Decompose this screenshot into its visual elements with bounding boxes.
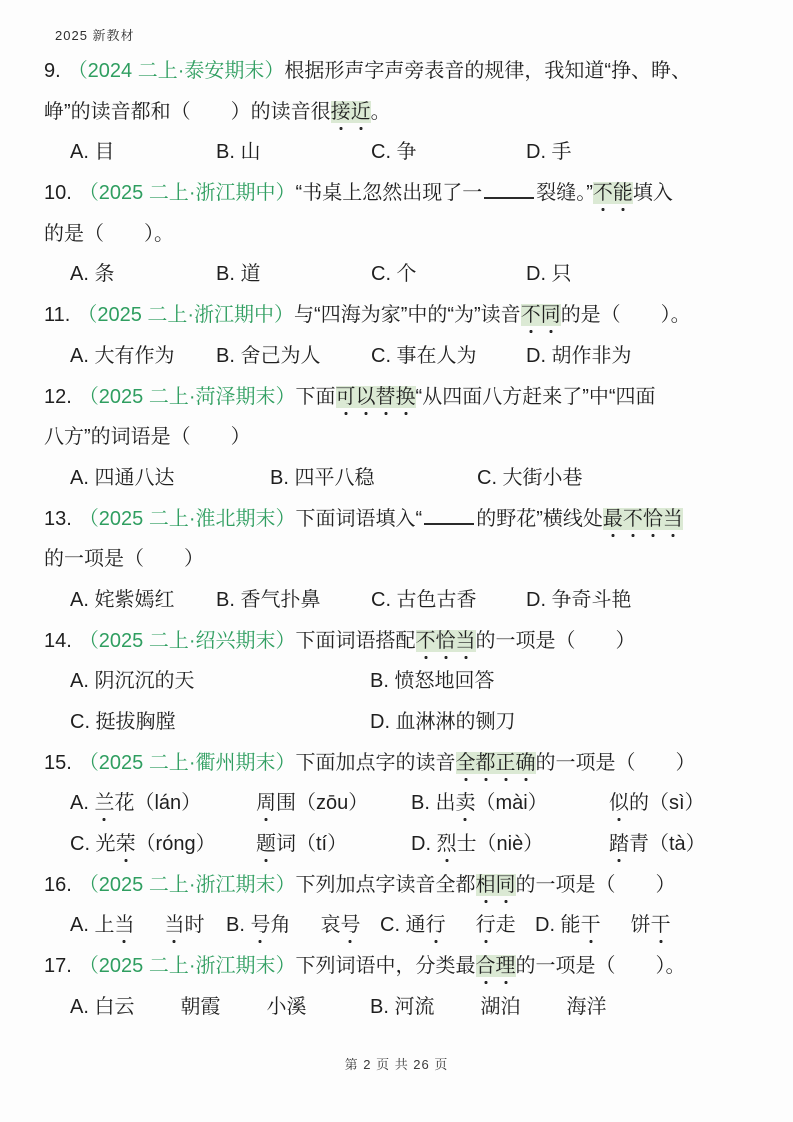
text-run: C. 光: [70, 833, 116, 856]
question-14-options-line: [44, 661, 765, 702]
text-run: 士（niè）: [456, 833, 544, 856]
text-run: 行: [426, 914, 446, 944]
text-run: B. 四平八稳: [270, 466, 375, 489]
text-run: 的一项是（ ）: [515, 873, 676, 896]
option-cell: [270, 458, 477, 499]
question-9-options-line: [44, 132, 765, 173]
text-run: 哀: [320, 914, 341, 937]
text-run: C. 通: [380, 914, 426, 937]
question-13-stem-line: [44, 539, 765, 580]
text-run: 踏: [609, 833, 629, 863]
text-run: 干: [651, 914, 671, 944]
text-run: 题: [256, 833, 276, 863]
text-run: B.: [226, 914, 251, 937]
text-run: B. 山: [216, 141, 261, 164]
option-cell: [609, 783, 765, 824]
option-cell: [70, 702, 370, 743]
text-run: C. 事在人为: [371, 344, 477, 367]
text-run: 的一项是（ ）: [44, 548, 204, 571]
option-cell: [70, 132, 216, 173]
question-13-stem-line: [44, 499, 765, 540]
exam-source: （2025 二上·菏泽期末）: [78, 385, 296, 408]
text-run: A. 大有作为: [70, 344, 175, 367]
question-10-options-line: [44, 254, 765, 295]
question-number: 11.: [44, 304, 71, 327]
text-run: 角: [270, 914, 291, 937]
text-run: D.: [411, 833, 437, 856]
option-cell: [526, 580, 765, 621]
blank-underline: [424, 518, 474, 525]
option-cell: [226, 905, 380, 946]
option-cell: [70, 254, 216, 295]
text-run: 下列词语中，分类最: [295, 955, 476, 978]
question-number: 16.: [44, 873, 72, 896]
question-number: 13.: [44, 507, 72, 530]
text-run: D. 只: [526, 263, 572, 286]
text-run: 饼: [630, 914, 651, 937]
option-cell: [70, 336, 216, 377]
text-run: A. 上: [70, 914, 115, 937]
text-run: D. 能: [535, 914, 581, 937]
option-cell: [371, 254, 526, 295]
highlighted-term: 接近: [331, 101, 371, 131]
exam-source: （2025 二上·衢州期末）: [78, 751, 296, 774]
exam-source: （2024 二上·泰安期末）: [67, 60, 285, 82]
text-run: 兰: [94, 792, 114, 822]
text-run: 围（zōu）: [276, 792, 369, 815]
highlighted-term: 不恰当: [416, 630, 476, 660]
question-16-stem-line: [44, 865, 765, 906]
question-9-stem-line: [44, 92, 765, 133]
option-cell: [70, 661, 370, 702]
text-run: 卖: [455, 792, 475, 822]
text-run: 当: [164, 914, 184, 944]
question-number: 10.: [44, 182, 72, 205]
text-run: 。: [370, 100, 391, 123]
option-cell: [370, 987, 765, 1028]
exam-source: （2025 二上·浙江期末）: [78, 873, 296, 896]
text-run: B. 道: [216, 263, 261, 286]
option-cell: [70, 580, 216, 621]
exam-source: （2025 二上·绍兴期末）: [78, 629, 296, 652]
question-13-options-line: [44, 580, 765, 621]
text-run: 湖泊: [480, 995, 521, 1018]
text-run: B. 舍己为人: [216, 344, 321, 367]
header-note: 2025 新教材: [55, 28, 135, 43]
text-run: C. 挺拔胸膛: [70, 711, 176, 733]
text-run: 下面加点字的读音: [295, 751, 456, 774]
text-run: C. 古色古香: [371, 588, 477, 611]
question-number: 12.: [44, 385, 72, 408]
option-cell: [70, 905, 226, 946]
text-run: “从四面八方赶来了”中“四面: [415, 385, 656, 408]
option-cell: [411, 783, 609, 824]
text-run: 干: [581, 914, 601, 944]
option-cell: [70, 987, 370, 1028]
text-run: C. 大街小巷: [477, 466, 583, 489]
option-cell: [216, 132, 371, 173]
text-run: 青（tà）: [629, 833, 706, 856]
text-run: 八方”的词语是（ ）: [44, 426, 251, 449]
question-15-stem-line: [44, 743, 765, 784]
option-cell: [477, 458, 765, 499]
text-run: 走: [495, 914, 516, 937]
text-run: D. 胡作非为: [526, 344, 632, 367]
option-cell: [216, 336, 371, 377]
option-cell: [216, 580, 371, 621]
text-run: “书桌上忽然出现了一: [295, 182, 483, 205]
text-run: 时: [184, 914, 205, 937]
text-run: （mài）: [475, 792, 548, 815]
question-12-stem-line: [44, 417, 765, 458]
question-10-stem-line: [44, 173, 765, 214]
blank-underline: [484, 192, 534, 199]
text-run: 的是（ ）。: [560, 304, 691, 327]
question-9-stem-line: [44, 51, 765, 92]
text-run: A. 目: [70, 141, 115, 164]
text-run: 根据形声字声旁表音的规律，我知道“挣、睁、: [284, 60, 692, 82]
question-17-stem-line: [44, 946, 765, 987]
option-cell: [370, 702, 765, 743]
option-cell: [256, 783, 411, 824]
text-run: 与“四海为家”中的“为”读音: [294, 304, 521, 327]
question-11-stem-line: [44, 295, 765, 336]
highlighted-term: 不能: [593, 182, 633, 212]
text-run: B. 香气扑鼻: [216, 588, 321, 611]
option-cell: [526, 132, 765, 173]
text-run: 裂缝。”: [536, 182, 593, 205]
text-run: 朝霞: [180, 995, 221, 1018]
text-run: 词（tí）: [276, 833, 348, 856]
text-run: 行: [476, 914, 496, 944]
text-run: A. 阴沉沉的天: [70, 670, 195, 693]
text-run: 号: [250, 914, 270, 944]
option-cell: [411, 824, 609, 865]
question-number: 17.: [44, 955, 72, 978]
text-run: A. 姹紫嫣红: [70, 588, 175, 611]
text-run: C. 个: [371, 263, 417, 286]
option-cell: [609, 824, 765, 865]
text-run: B. 河流: [370, 995, 435, 1018]
exam-source: （2025 二上·浙江期中）: [77, 304, 295, 327]
question-17-options-line: [44, 987, 765, 1028]
text-run: 的一项是（ ）。: [515, 955, 686, 978]
highlighted-term: 可以替换: [336, 386, 416, 416]
page-footer: 第 2 页 共 26 页: [344, 1057, 449, 1072]
text-run: 填入: [632, 182, 673, 205]
highlighted-term: 全都正确: [456, 752, 536, 782]
text-run: A.: [70, 792, 95, 815]
option-cell: [70, 824, 256, 865]
exam-source: （2025 二上·淮北期末）: [78, 507, 296, 530]
text-run: 的是（ ）。: [44, 222, 174, 245]
text-run: 荣: [116, 833, 136, 863]
text-run: 的一项是（ ）: [475, 629, 636, 652]
option-cell: [526, 254, 765, 295]
text-run: B. 出: [411, 792, 456, 815]
option-cell: [70, 783, 256, 824]
question-15-options-line: [44, 824, 765, 865]
question-12-options-line: [44, 458, 765, 499]
highlighted-term: 最不恰当: [603, 508, 683, 538]
question-10-stem-line: [44, 214, 765, 255]
text-run: D. 血淋淋的铡刀: [370, 711, 516, 733]
option-cell: [371, 580, 526, 621]
option-cell: [216, 254, 371, 295]
text-run: 当: [114, 914, 134, 944]
text-run: D. 争奇斗艳: [526, 588, 632, 611]
text-run: A. 白云: [70, 995, 135, 1018]
option-cell: [370, 661, 765, 702]
exam-source: （2025 二上·浙江期末）: [78, 955, 296, 978]
highlighted-term: 不同: [521, 304, 561, 334]
question-14-stem-line: [44, 621, 765, 662]
option-cell: [526, 336, 765, 377]
text-run: 花（lán）: [114, 792, 202, 815]
text-run: 海洋: [566, 995, 607, 1018]
text-run: 的野花”横线处: [476, 507, 603, 530]
text-run: 的（sì）: [629, 792, 705, 815]
question-14-options-line: [44, 702, 765, 743]
text-run: C. 争: [371, 141, 417, 164]
question-12-stem-line: [44, 377, 765, 418]
question-15-options-line: [44, 783, 765, 824]
text-run: 烈: [437, 833, 457, 863]
option-cell: [70, 458, 270, 499]
option-cell: [371, 336, 526, 377]
option-cell: [371, 132, 526, 173]
highlighted-term: 相同: [476, 874, 516, 904]
text-run: 下面词语搭配: [295, 629, 416, 652]
highlighted-term: 合理: [476, 955, 516, 985]
text-run: 小溪: [266, 995, 307, 1018]
text-run: 下面: [295, 385, 336, 408]
question-number: 14.: [44, 629, 72, 652]
text-run: 似: [609, 792, 629, 822]
questions-list: [44, 51, 765, 1028]
text-run: 下列加点字读音全都: [295, 873, 476, 896]
option-cell: [380, 905, 535, 946]
text-run: 的一项是（ ）: [535, 751, 696, 774]
question-16-options-line: [44, 905, 765, 946]
text-run: （róng）: [135, 833, 216, 856]
text-run: 峥”的读音都和（ ）的读音很: [44, 100, 331, 123]
text-run: D. 手: [526, 141, 572, 164]
option-cell: [535, 905, 765, 946]
text-run: A. 条: [70, 263, 115, 286]
exam-source: （2025 二上·浙江期中）: [78, 182, 296, 205]
question-11-options-line: [44, 336, 765, 377]
text-run: 号: [340, 914, 360, 944]
text-run: B. 愤怒地回答: [370, 670, 495, 693]
question-number: 15.: [44, 751, 72, 774]
text-run: A. 四通八达: [70, 466, 175, 489]
question-number: 9.: [44, 60, 61, 82]
option-cell: [256, 824, 411, 865]
text-run: 下面词语填入“: [295, 507, 423, 530]
text-run: 周: [256, 792, 276, 822]
